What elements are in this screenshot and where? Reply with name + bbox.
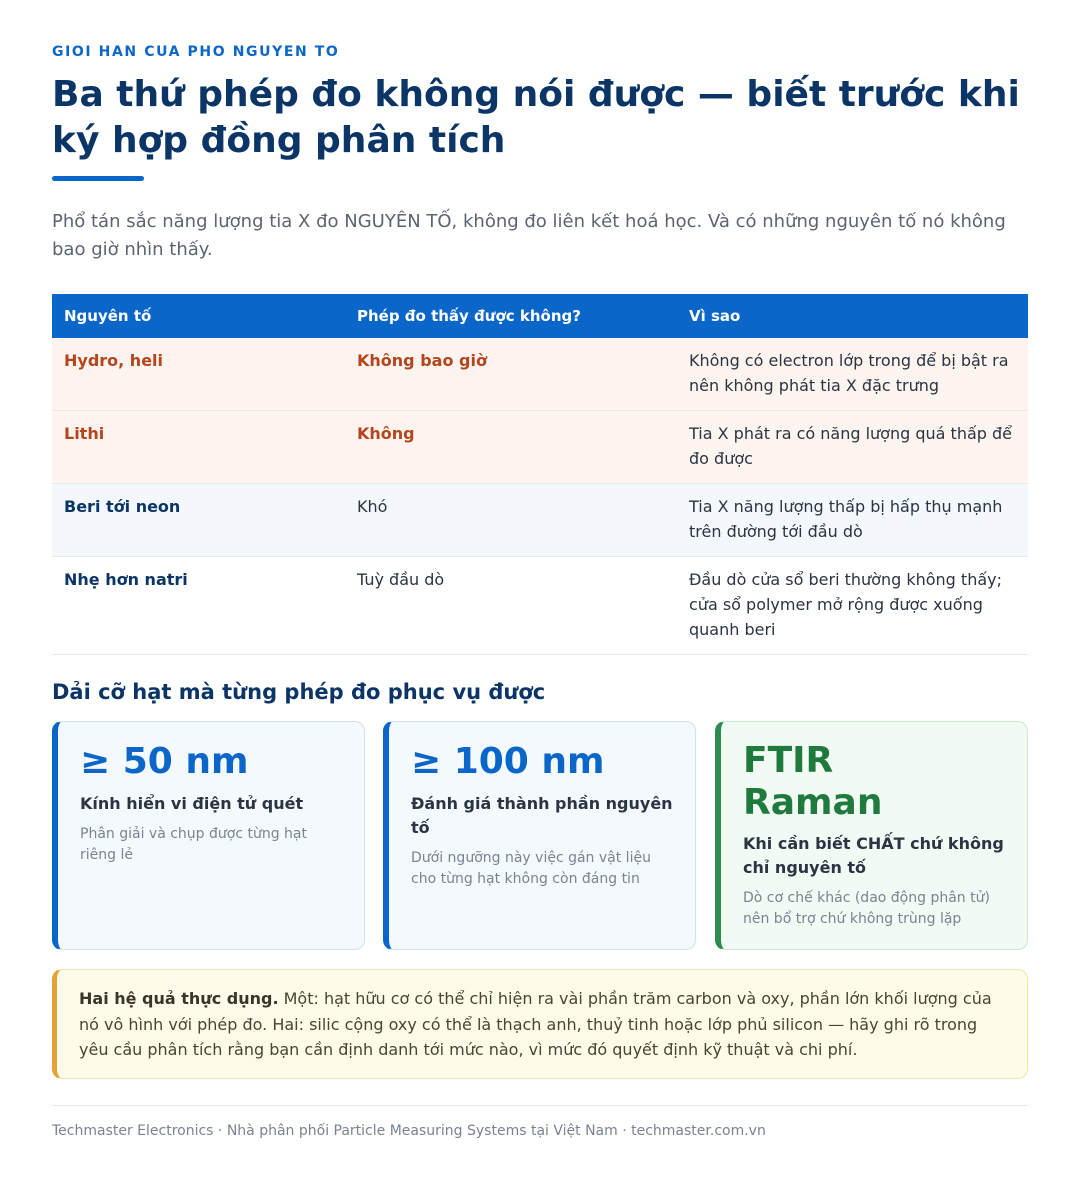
table-row <box>52 484 1028 557</box>
card-metric-line: Raman <box>743 782 883 823</box>
element-cell: Lithi <box>52 411 345 484</box>
card-metric: ≥ 100 nm <box>411 741 605 782</box>
column-header-detectable: Phép đo thấy được không? <box>345 294 677 338</box>
column-header-element: Nguyên tố <box>52 294 345 338</box>
element-cell: Beri tới neon <box>52 484 345 557</box>
card-description: Dưới ngưỡng này việc gán vật liệu cho từng hạt không còn đáng tin <box>411 850 651 887</box>
column-header-reason: Vì sao <box>677 294 1028 338</box>
card-heading: Kính hiển vi điện tử quét <box>80 794 304 813</box>
card-ftir-raman <box>715 721 1028 950</box>
lead-paragraph: Phổ tán sắc năng lượng tia X đo NGUYÊN TỐ, không đo liên kết hoá học. Và có những nguyên tố nó không bao giờ nhìn thấy. <box>52 211 1006 260</box>
element-cell: Hydro, heli <box>52 338 345 411</box>
reason-cell: Tia X năng lượng thấp bị hấp thụ mạnh trên đường tới đầu dò <box>677 484 1028 557</box>
element-cell: Nhẹ hơn natri <box>52 557 345 655</box>
note-lead: Hai hệ quả thực dụng. <box>79 989 279 1008</box>
footer-divider <box>52 1105 1028 1106</box>
table-row <box>52 338 1028 411</box>
card-elemental <box>383 721 696 950</box>
card-description: Phân giải và chụp được từng hạt riêng lẻ <box>80 826 307 863</box>
card-sem <box>52 721 365 950</box>
reason-cell: Không có electron lớp trong để bị bật ra nên không phát tia X đặc trưng <box>677 338 1028 411</box>
card-metric: ≥ 50 nm <box>80 741 249 782</box>
note-text: Một: hạt hữu cơ có thể chỉ hiện ra vài phần trăm carbon và oxy, phần lớn khối lượng của nó vô hình với phép đo. Hai: silic cộng oxy có thể là thạch anh, thuỷ tinh hoặc lớp phủ silicon — hãy ghi rõ trong yêu cầu phân tích rằng bạn cần định danh tới mức nào, vì mức đó quyết định kỹ thuật và chi phí. <box>79 989 992 1059</box>
callout-note <box>52 969 1028 1079</box>
eyebrow: GIOI HAN CUA PHO NGUYEN TO <box>52 44 340 60</box>
reason-cell: Tia X phát ra có năng lượng quá thấp để đo được <box>677 411 1028 484</box>
table-header-row <box>52 294 1028 338</box>
table-row <box>52 411 1028 484</box>
table-row <box>52 557 1028 655</box>
card-heading: Khi cần biết CHẤT chứ không chỉ nguyên tố <box>743 834 1004 877</box>
card-heading: Đánh giá thành phần nguyên tố <box>411 794 673 837</box>
card-metric <box>743 740 1009 824</box>
section-title: Dải cỡ hạt mà từng phép đo phục vụ được <box>52 680 546 704</box>
element-limits-table <box>52 294 1028 655</box>
verdict-cell: Tuỳ đầu dò <box>345 557 677 655</box>
footer: Techmaster Electronics · Nhà phân phối Particle Measuring Systems tại Việt Nam · techmaster.com.vn <box>52 1123 766 1139</box>
verdict-cell: Khó <box>345 484 677 557</box>
verdict-cell: Không <box>345 411 677 484</box>
verdict-cell: Không bao giờ <box>345 338 677 411</box>
card-description: Dò cơ chế khác (dao động phân tử) nên bổ trợ chứ không trùng lặp <box>743 890 990 927</box>
title-underline <box>52 176 144 181</box>
reason-cell: Đầu dò cửa sổ beri thường không thấy; cửa sổ polymer mở rộng được xuống quanh beri <box>677 557 1028 655</box>
card-metric-line: FTIR <box>743 740 834 781</box>
page-title: Ba thứ phép đo không nói được — biết trước khi ký hợp đồng phân tích <box>52 74 1020 161</box>
